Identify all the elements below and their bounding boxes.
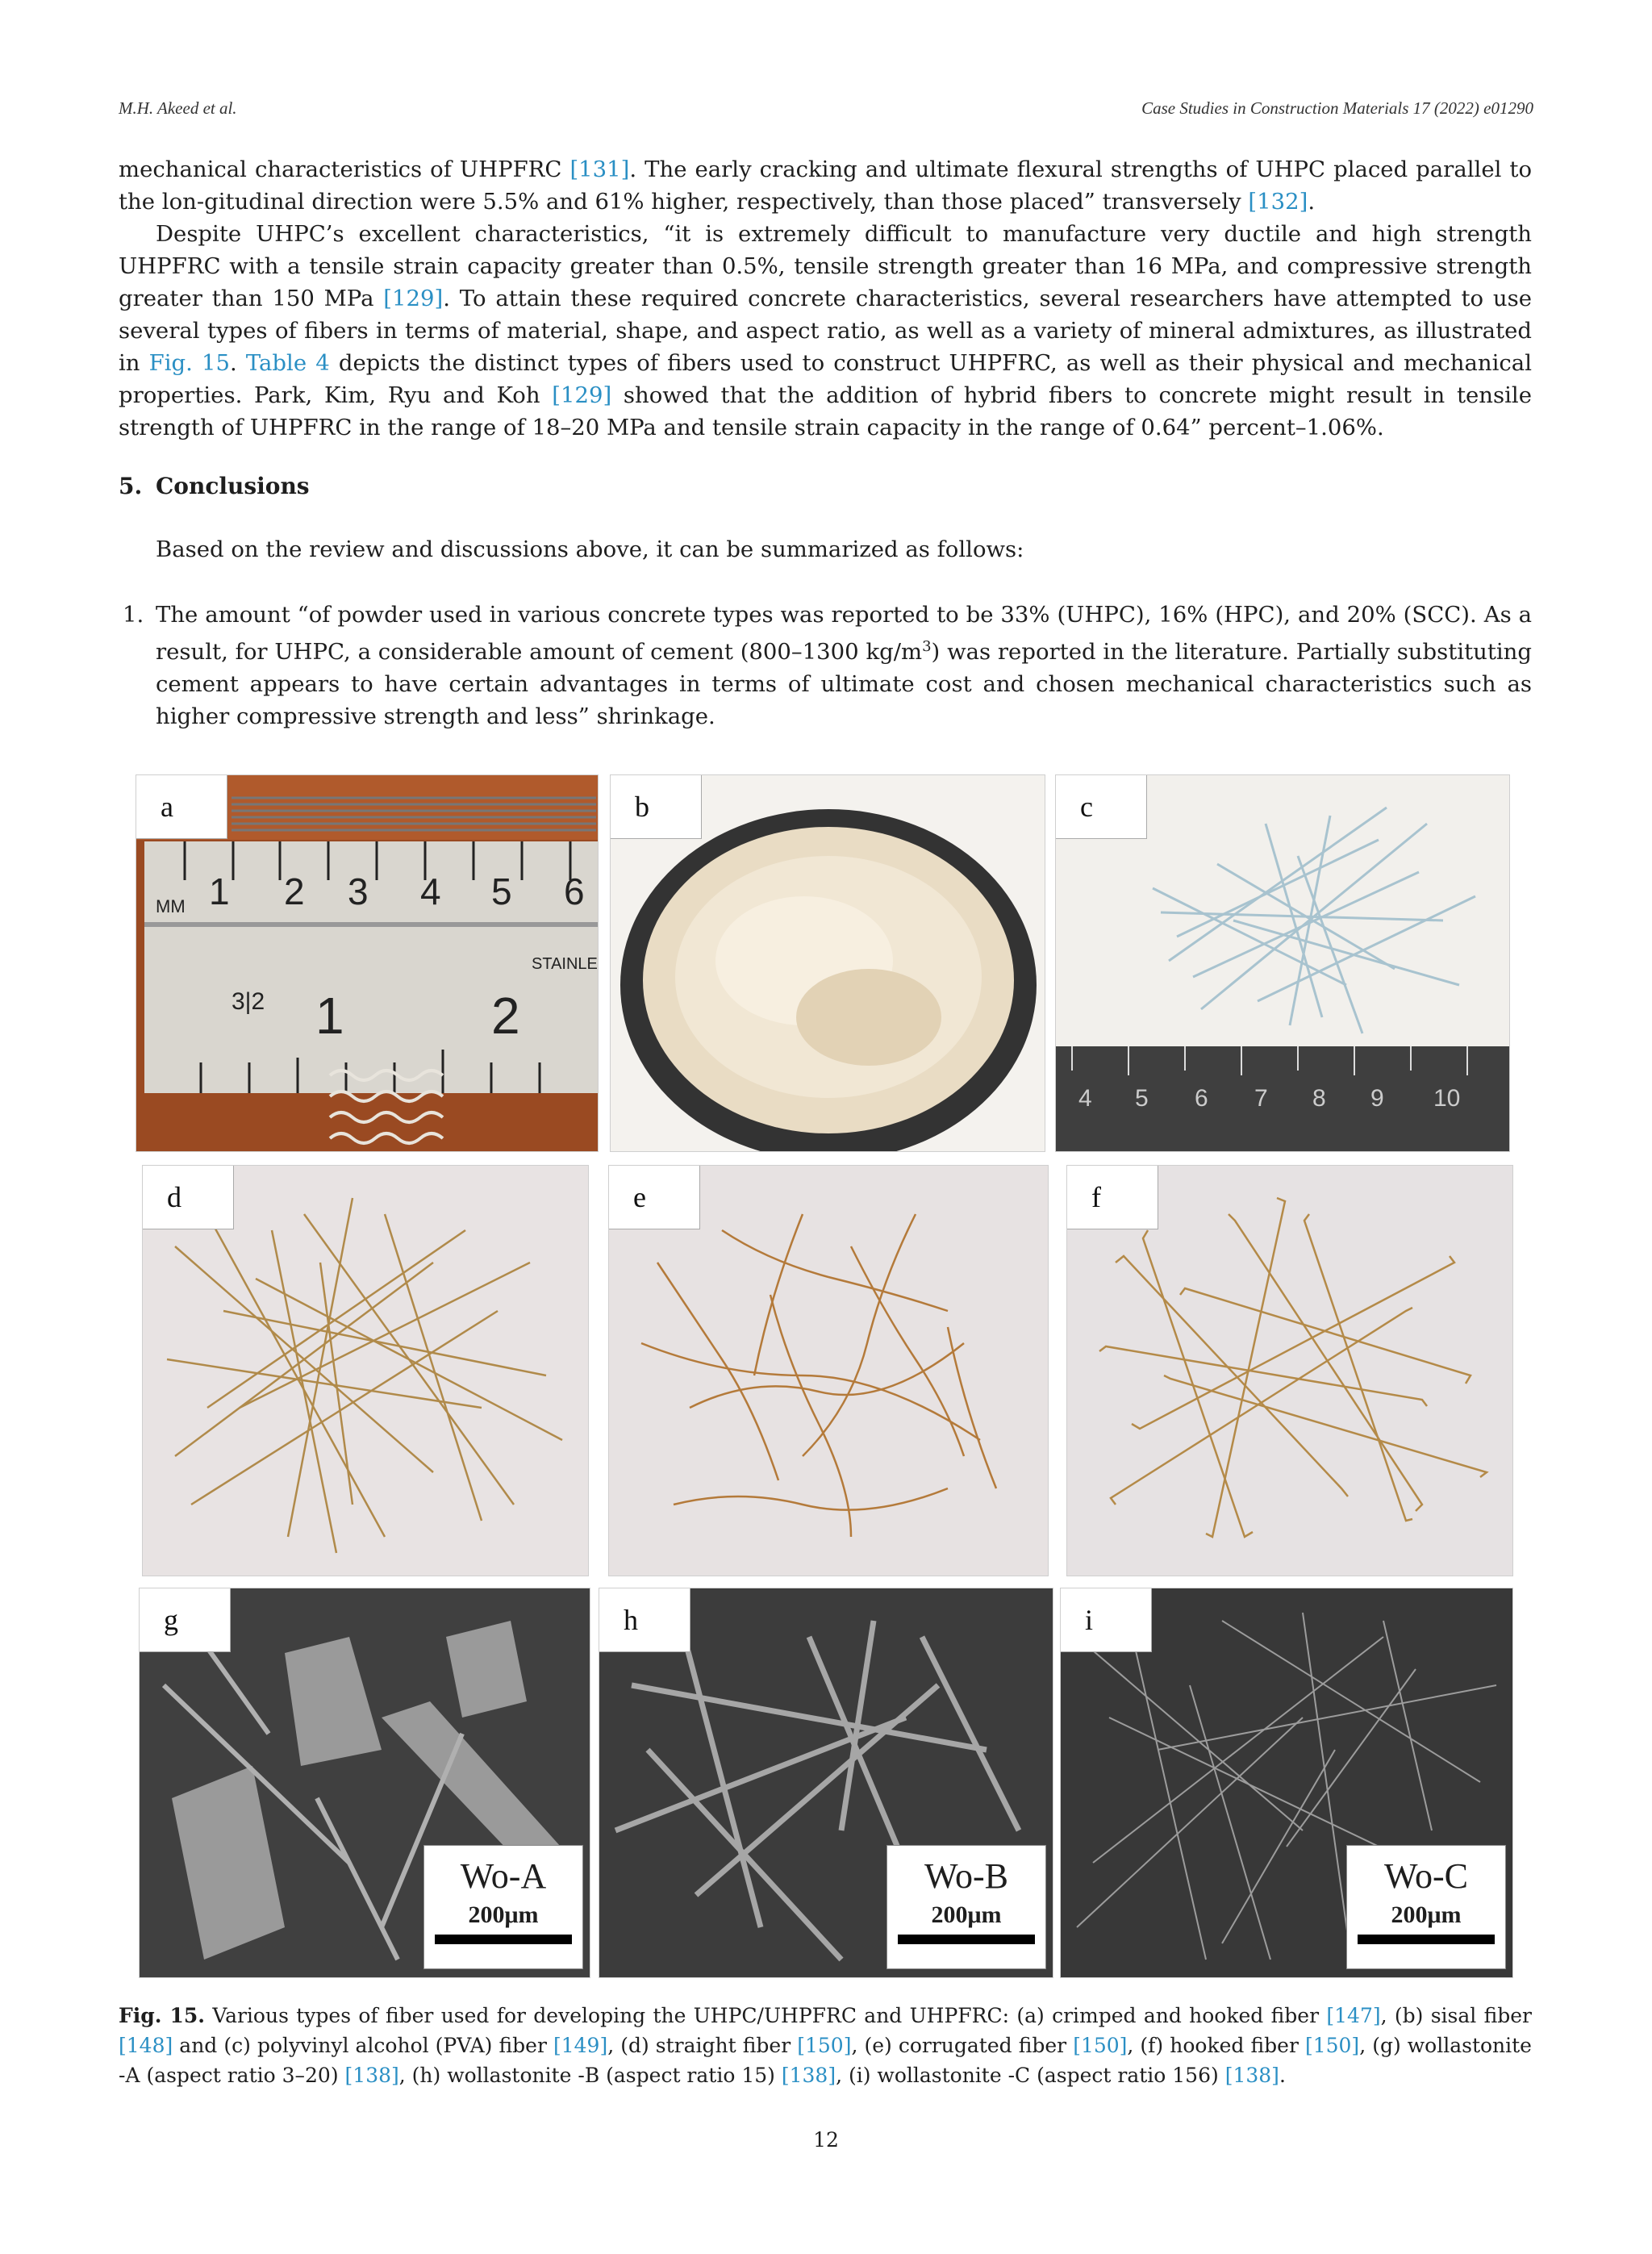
panel-label-i: i bbox=[1061, 1588, 1152, 1652]
citation-link[interactable]: [149] bbox=[553, 2034, 608, 2057]
citation-link[interactable]: [150] bbox=[1304, 2034, 1360, 2057]
section-heading bbox=[119, 473, 310, 499]
superscript: 3 bbox=[922, 638, 932, 655]
page-number: 12 bbox=[813, 2128, 839, 2152]
ruler-mm-label: 3 bbox=[348, 870, 369, 912]
sample-name: Wo-A bbox=[460, 1856, 547, 1896]
scale-box-c bbox=[1346, 1845, 1506, 1969]
section-title: Conclusions bbox=[156, 473, 310, 499]
text-run: , (f) hooked fiber bbox=[1127, 2034, 1305, 2057]
body-paragraphs bbox=[119, 153, 1532, 444]
ruler-c-label: 10 bbox=[1433, 1085, 1461, 1112]
citation-link[interactable]: [138] bbox=[781, 2064, 836, 2087]
text-run: Despite UHPC’s excellent characteristics, “it is extremely difficult to manufacture very ductile and high strength UHPFRC with a tensile strain capacity greater than 0.5%, tensile strength greater than 16 MPa, and compressive strength greater than 150 MPa bbox=[119, 221, 1532, 311]
section-number: 5. bbox=[119, 473, 143, 499]
table-link[interactable]: Table 4 bbox=[245, 350, 330, 376]
sample-name: Wo-C bbox=[1383, 1856, 1468, 1896]
text-run: . To attain these required concrete characteristics, several researchers have attempted to use several types of fibers in terms of material, shape, and aspect ratio, as well as a variety of mineral admixtures, as illustrated in bbox=[119, 286, 1532, 376]
panel-e-corrugated-fiber bbox=[608, 1165, 1049, 1576]
panel-label-b: b bbox=[611, 775, 702, 839]
scale-label: 200μm bbox=[931, 1901, 1002, 1928]
ruler-fraction-label: 3|2 bbox=[232, 988, 265, 1015]
list-item bbox=[156, 599, 1532, 733]
panel-d-straight-fiber bbox=[142, 1165, 589, 1576]
panel-h-wollastonite-b bbox=[599, 1588, 1053, 1978]
panel-a-crimped-fiber bbox=[136, 774, 599, 1152]
text-run: The amount “of powder used in various concrete types was reported to be 33% (UHPC), 16% (HPC), and 20% (SCC). As a result, for UHPC, a considerable amount of cement (800–1300 kg/m bbox=[156, 602, 1532, 666]
intro-sentence: Based on the review and discussions above, it can be summarized as follows: bbox=[156, 536, 1024, 562]
citation-link[interactable]: [147] bbox=[1326, 2004, 1381, 2027]
text-run: , (i) wollastonite -C (aspect ratio 156) bbox=[836, 2064, 1225, 2087]
ruler-inch-label: 1 bbox=[315, 987, 344, 1045]
citation-link[interactable]: [138] bbox=[1224, 2064, 1279, 2087]
scale-bar bbox=[898, 1935, 1035, 1944]
scale-box-a bbox=[423, 1845, 583, 1969]
ruler-mm-label: 4 bbox=[420, 870, 441, 912]
text-run: ) was reported in the literature. Partially substituting cement appears to have certain advantages in terms of ultimate cost and chosen mechanical characteristics such as higher compressive strength and less” shrinkage. bbox=[156, 639, 1532, 730]
scale-label: 200μm bbox=[468, 1901, 539, 1928]
citation-link[interactable]: [132] bbox=[1248, 189, 1308, 215]
text-run: . The early cracking and ultimate flexural strengths of UHPC placed parallel to the lon-gitudinal direction were 5.5% and 61% higher, respectively, than those placed” transversely bbox=[119, 157, 1533, 215]
header-journal: Case Studies in Construction Materials 17 (2022) e01290 bbox=[1141, 98, 1533, 118]
citation-link[interactable]: [129] bbox=[383, 286, 444, 311]
ruler-c-label: 4 bbox=[1078, 1085, 1092, 1112]
text-run: . bbox=[1279, 2064, 1286, 2087]
text-run: depicts the distinct types of fibers used to construct UHPFRC, as well as their physical and mechanical properties. Park, Kim, Ryu and Koh bbox=[119, 350, 1532, 408]
paragraph-2 bbox=[119, 218, 1532, 444]
text-run: , (g) wollastonite -A (aspect ratio 3–20) bbox=[119, 2034, 1532, 2087]
ruler-mm-label: 2 bbox=[284, 870, 305, 912]
text-run: mechanical characteristics of UHPFRC bbox=[119, 157, 570, 182]
panel-f-hooked-fiber bbox=[1066, 1165, 1513, 1576]
panel-label-a: a bbox=[136, 775, 227, 839]
text-run: , (b) sisal fiber bbox=[1380, 2004, 1532, 2027]
running-header bbox=[119, 98, 1533, 127]
ruler-brand-label: STAINLE bbox=[532, 955, 598, 973]
text-run: . bbox=[1308, 189, 1316, 215]
scale-bar bbox=[1358, 1935, 1495, 1944]
text-run: Various types of fiber used for developing the UHPC/UHPFRC and UHPFRC: (a) crimped and hooked fiber bbox=[205, 2004, 1327, 2027]
panel-label-c: c bbox=[1056, 775, 1147, 839]
citation-link[interactable]: [150] bbox=[1073, 2034, 1128, 2057]
sample-name: Wo-B bbox=[924, 1856, 1008, 1896]
text-run: , (d) straight fiber bbox=[607, 2034, 798, 2057]
ruler-unit-label: MM bbox=[156, 896, 186, 916]
panel-label-e: e bbox=[609, 1166, 700, 1229]
ruler-mm-label: 6 bbox=[564, 870, 585, 912]
text-run: , (h) wollastonite -B (aspect ratio 15) bbox=[398, 2064, 782, 2087]
citation-link[interactable]: [131] bbox=[569, 157, 630, 182]
figure-caption bbox=[119, 2001, 1532, 2090]
citation-link[interactable]: [129] bbox=[552, 382, 612, 408]
figure-link[interactable]: Fig. 15 bbox=[148, 350, 230, 376]
panel-label-d: d bbox=[143, 1166, 234, 1229]
header-authors: M.H. Akeed et al. bbox=[119, 98, 237, 118]
citation-link[interactable]: [150] bbox=[797, 2034, 852, 2057]
citation-link[interactable]: [148] bbox=[119, 2034, 173, 2057]
panel-label-g: g bbox=[140, 1588, 231, 1652]
ruler-mm-label: 5 bbox=[491, 870, 512, 912]
panel-b-sisal-fiber bbox=[610, 774, 1045, 1152]
panel-label-f: f bbox=[1067, 1166, 1158, 1229]
text-run: showed that the addition of hybrid fibers to concrete might result in tensile strength of UHPFRC in the range of 18–20 MPa and tensile strain capacity in the range of 0.64” percent–1.06%. bbox=[119, 382, 1532, 440]
ruler-c-label: 7 bbox=[1254, 1085, 1268, 1112]
scale-label: 200μm bbox=[1391, 1901, 1462, 1928]
text-run: and (c) polyvinyl alcohol (PVA) fiber bbox=[173, 2034, 553, 2057]
ruler-c-label: 5 bbox=[1135, 1085, 1149, 1112]
panel-i-wollastonite-c bbox=[1060, 1588, 1513, 1978]
panel-g-wollastonite-a bbox=[139, 1588, 590, 1978]
conclusion-list bbox=[119, 599, 1532, 733]
list-number: 1. bbox=[123, 602, 144, 628]
ruler-c-label: 6 bbox=[1195, 1085, 1208, 1112]
text-run: . bbox=[229, 350, 246, 376]
panel-label-h: h bbox=[599, 1588, 690, 1652]
scale-box-b bbox=[886, 1845, 1046, 1969]
ruler-c-label: 8 bbox=[1312, 1085, 1326, 1112]
ruler-inch-label: 2 bbox=[491, 987, 520, 1045]
scale-bar bbox=[435, 1935, 572, 1944]
panel-c-pva-fiber bbox=[1055, 774, 1510, 1152]
text-run: , (e) corrugated fiber bbox=[851, 2034, 1074, 2057]
paragraph-1 bbox=[119, 153, 1532, 218]
citation-link[interactable]: [138] bbox=[344, 2064, 399, 2087]
caption-label: Fig. 15. bbox=[119, 2004, 205, 2027]
ruler-mm-label: 1 bbox=[209, 870, 230, 912]
ruler-c-label: 9 bbox=[1370, 1085, 1384, 1112]
